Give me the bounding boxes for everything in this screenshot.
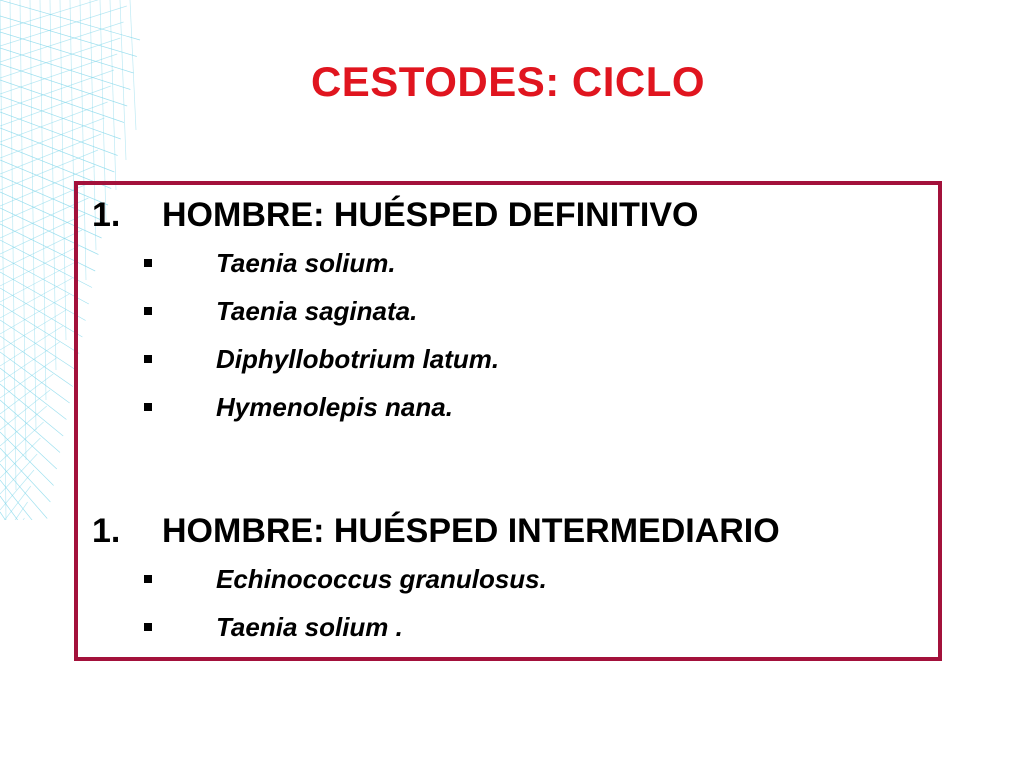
- square-bullet-icon: [92, 254, 216, 272]
- list-item: [92, 603, 780, 651]
- mesh-line: [0, 6, 127, 46]
- mesh-line: [50, 0, 56, 370]
- mesh-line: [0, 134, 101, 174]
- list-item-text: Taenia saginata.: [216, 295, 418, 326]
- slide-title: CESTODES: CICLO: [310, 58, 706, 105]
- section-heading-text: HOMBRE: HUÉSPED DEFINITIVO: [162, 195, 699, 234]
- section-definitive-host: [92, 191, 698, 431]
- square-bullet-icon: [92, 350, 216, 368]
- list-item: [92, 239, 698, 287]
- section-heading: [92, 507, 780, 555]
- list-item-text: Diphyllobotrium latum.: [216, 343, 500, 374]
- mesh-line: [0, 246, 79, 286]
- mesh-line: [0, 278, 72, 318]
- section-number: 1.: [92, 511, 121, 550]
- mesh-line: [0, 262, 76, 302]
- list-item: [92, 287, 698, 335]
- mesh-line: [0, 22, 124, 62]
- list-item-text: Taenia solium.: [216, 247, 396, 278]
- mesh-line: [0, 518, 24, 520]
- list-item-text: Taenia solium .: [216, 611, 403, 642]
- list-item-text: Echinococcus granulosus.: [216, 563, 547, 594]
- mesh-line: [0, 406, 47, 446]
- square-bullet-icon: [92, 398, 216, 416]
- mesh-line: [0, 486, 31, 520]
- square-bullet-icon: [92, 570, 216, 588]
- mesh-line: [0, 480, 44, 520]
- section-heading-text: HOMBRE: HUÉSPED INTERMEDIARIO: [162, 511, 780, 550]
- mesh-line: [0, 230, 82, 270]
- section-intermediate-host: [92, 507, 780, 651]
- square-bullet-icon: [92, 618, 216, 636]
- content-box: [74, 181, 942, 661]
- section-number: 1.: [92, 195, 121, 234]
- mesh-line: [0, 112, 118, 156]
- mesh-line: [0, 102, 108, 142]
- list-item: [92, 383, 698, 431]
- square-bullet-icon: [92, 302, 216, 320]
- section-heading: [92, 191, 698, 239]
- list-item: [92, 555, 780, 603]
- list-item-text: Hymenolepis nana.: [216, 391, 453, 422]
- list-item: [92, 335, 698, 383]
